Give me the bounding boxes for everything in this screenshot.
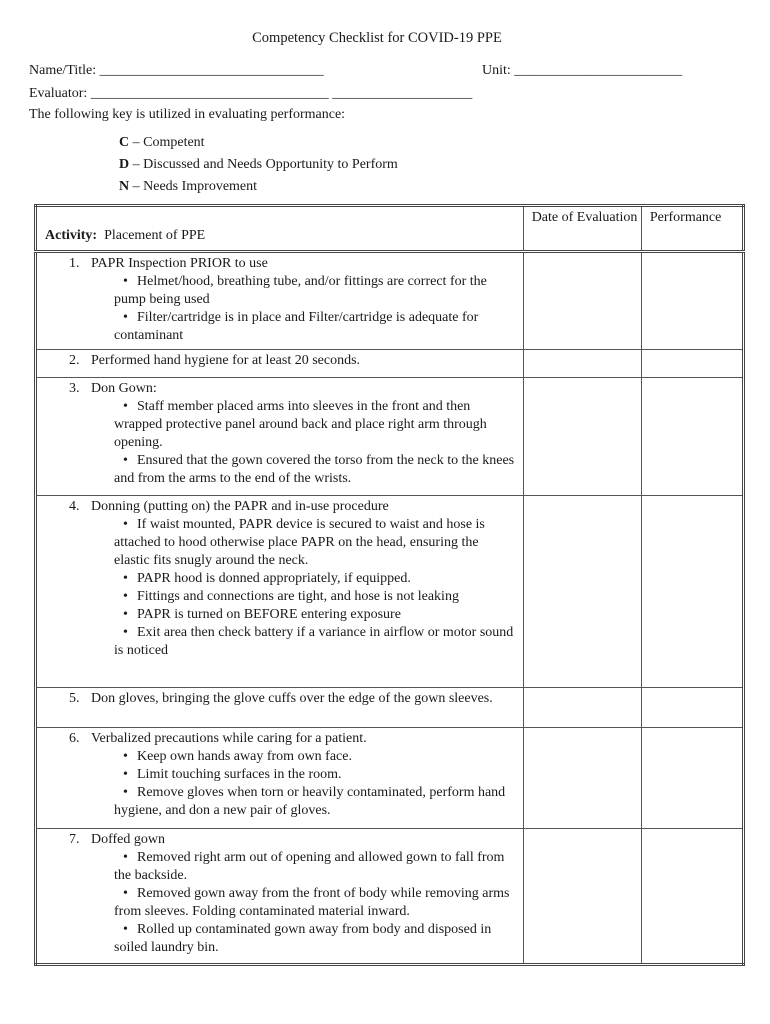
key-discussed	[119, 156, 398, 174]
performance-cell[interactable]	[641, 688, 743, 728]
key-code: C	[119, 135, 130, 150]
evaluator-field: Evaluator: __________________________________ ____________________	[29, 86, 473, 101]
activity-cell	[36, 350, 524, 378]
item-heading: Don Gown:	[91, 381, 157, 396]
performance-cell[interactable]	[641, 496, 743, 688]
bullet-list	[69, 273, 517, 345]
performance-header: Performance	[641, 206, 743, 252]
table-row	[36, 378, 744, 496]
performance-cell[interactable]	[641, 728, 743, 829]
activity-cell	[36, 496, 524, 688]
item-number: 7.	[69, 832, 80, 847]
bullet-text: Removed right arm out of opening and allowed gown to fall from the backside.	[114, 850, 505, 883]
item-number: 2.	[69, 353, 80, 368]
performance-cell[interactable]	[641, 252, 743, 350]
bullet-text: PAPR hood is donned appropriately, if equipped.	[137, 571, 411, 586]
bullet-icon: •	[123, 399, 128, 414]
table-header-row	[36, 206, 744, 252]
activity-cell	[36, 829, 524, 965]
bullet-icon: •	[123, 274, 128, 289]
key-needs-improvement	[119, 178, 257, 196]
competency-table	[34, 204, 745, 966]
activity-value: Placement of PPE	[97, 228, 206, 243]
date-of-evaluation-cell[interactable]	[523, 378, 641, 496]
date-of-evaluation-cell[interactable]	[523, 350, 641, 378]
bullet-text: Rolled up contaminated gown away from body and disposed in soiled laundry bin.	[114, 922, 492, 955]
bullet-icon: •	[123, 886, 128, 901]
bullet-icon: •	[123, 922, 128, 937]
key-desc: – Discussed and Needs Opportunity to Perform	[129, 157, 398, 172]
date-of-evaluation-cell[interactable]	[523, 728, 641, 829]
bullet-list	[69, 516, 517, 660]
item-number: 1.	[69, 256, 80, 271]
table-row	[36, 688, 744, 728]
bullet-icon: •	[123, 607, 128, 622]
unit-field: Unit: ________________________	[482, 63, 683, 78]
key-code: N	[119, 179, 130, 194]
list-item	[114, 309, 517, 345]
key-desc: – Competent	[129, 135, 205, 150]
list-item	[114, 921, 517, 957]
bullet-text: Limit touching surfaces in the room.	[137, 767, 342, 782]
item-number: 5.	[69, 691, 80, 706]
bullet-icon: •	[123, 850, 128, 865]
activity-label: Activity:	[45, 228, 98, 243]
list-item	[114, 748, 517, 766]
document-title: Competency Checklist for COVID-19 PPE	[252, 30, 502, 46]
item-heading: PAPR Inspection PRIOR to use	[91, 256, 268, 271]
bullet-text: Removed gown away from the front of body while removing arms from sleeves. Folding contaminated material inward.	[114, 886, 510, 919]
bullet-text: Ensured that the gown covered the torso from the neck to the knees and from the arms to the end of the wrists.	[114, 453, 515, 486]
date-of-evaluation-cell[interactable]	[523, 688, 641, 728]
bullet-text: Helmet/hood, breathing tube, and/or fittings are correct for the pump being used	[114, 274, 487, 307]
bullet-text: Filter/cartridge is in place and Filter/cartridge is adequate for contaminant	[114, 310, 479, 343]
date-of-evaluation-header: Date of Evaluation	[523, 206, 641, 252]
name-title-field: Name/Title: ________________________________	[29, 63, 324, 78]
item-number: 6.	[69, 731, 80, 746]
activity-cell	[36, 252, 524, 350]
item-heading: Doffed gown	[91, 832, 166, 847]
activity-header	[36, 206, 524, 252]
item-heading: Donning (putting on) the PAPR and in-use procedure	[91, 499, 389, 514]
performance-cell[interactable]	[641, 378, 743, 496]
bullet-text: PAPR is turned on BEFORE entering exposure	[137, 607, 401, 622]
table-row	[36, 496, 744, 688]
list-item	[114, 516, 517, 570]
list-item	[114, 606, 517, 624]
item-number: 3.	[69, 381, 80, 396]
item-heading: Performed hand hygiene for at least 20 seconds.	[91, 353, 361, 368]
item-heading: Verbalized precautions while caring for a patient.	[91, 731, 367, 746]
bullet-list	[69, 748, 517, 820]
bullet-list	[69, 398, 517, 488]
date-of-evaluation-cell[interactable]	[523, 252, 641, 350]
date-of-evaluation-cell[interactable]	[523, 829, 641, 965]
list-item	[114, 588, 517, 606]
bullet-text: If waist mounted, PAPR device is secured to waist and hose is attached to hood otherwise place PAPR on the head, ensuring the elastic fits snugly around the neck.	[114, 517, 485, 568]
bullet-icon: •	[123, 453, 128, 468]
bullet-icon: •	[123, 767, 128, 782]
performance-cell[interactable]	[641, 829, 743, 965]
list-item	[114, 398, 517, 452]
list-item	[114, 273, 517, 309]
bullet-icon: •	[123, 749, 128, 764]
table-row	[36, 252, 744, 350]
bullet-icon: •	[123, 785, 128, 800]
key-code: D	[119, 157, 130, 172]
bullet-icon: •	[123, 517, 128, 532]
list-item	[114, 624, 517, 660]
table-row	[36, 350, 744, 378]
key-desc: – Needs Improvement	[129, 179, 258, 194]
bullet-text: Keep own hands away from own face.	[137, 749, 352, 764]
list-item	[114, 784, 517, 820]
bullet-icon: •	[123, 589, 128, 604]
key-intro: The following key is utilized in evaluating performance:	[29, 107, 346, 122]
list-item	[114, 766, 517, 784]
key-competent	[119, 134, 205, 152]
activity-cell	[36, 728, 524, 829]
bullet-text: Fittings and connections are tight, and hose is not leaking	[137, 589, 459, 604]
bullet-icon: •	[123, 571, 128, 586]
activity-cell	[36, 378, 524, 496]
list-item	[114, 570, 517, 588]
activity-cell	[36, 688, 524, 728]
list-item	[114, 849, 517, 885]
table-row	[36, 728, 744, 829]
performance-cell[interactable]	[641, 350, 743, 378]
item-heading: Don gloves, bringing the glove cuffs over the edge of the gown sleeves.	[91, 691, 493, 706]
table-row	[36, 829, 744, 965]
bullet-list	[69, 849, 517, 957]
item-number: 4.	[69, 499, 80, 514]
bullet-icon: •	[123, 310, 128, 325]
bullet-text: Exit area then check battery if a variance in airflow or motor sound is noticed	[114, 625, 514, 658]
bullet-icon: •	[123, 625, 128, 640]
bullet-text: Staff member placed arms into sleeves in the front and then wrapped protective panel around back and place right arm through opening.	[114, 399, 487, 450]
list-item	[114, 452, 517, 488]
bullet-text: Remove gloves when torn or heavily contaminated, perform hand hygiene, and don a new pair of gloves.	[114, 785, 506, 818]
list-item	[114, 885, 517, 921]
date-of-evaluation-cell[interactable]	[523, 496, 641, 688]
